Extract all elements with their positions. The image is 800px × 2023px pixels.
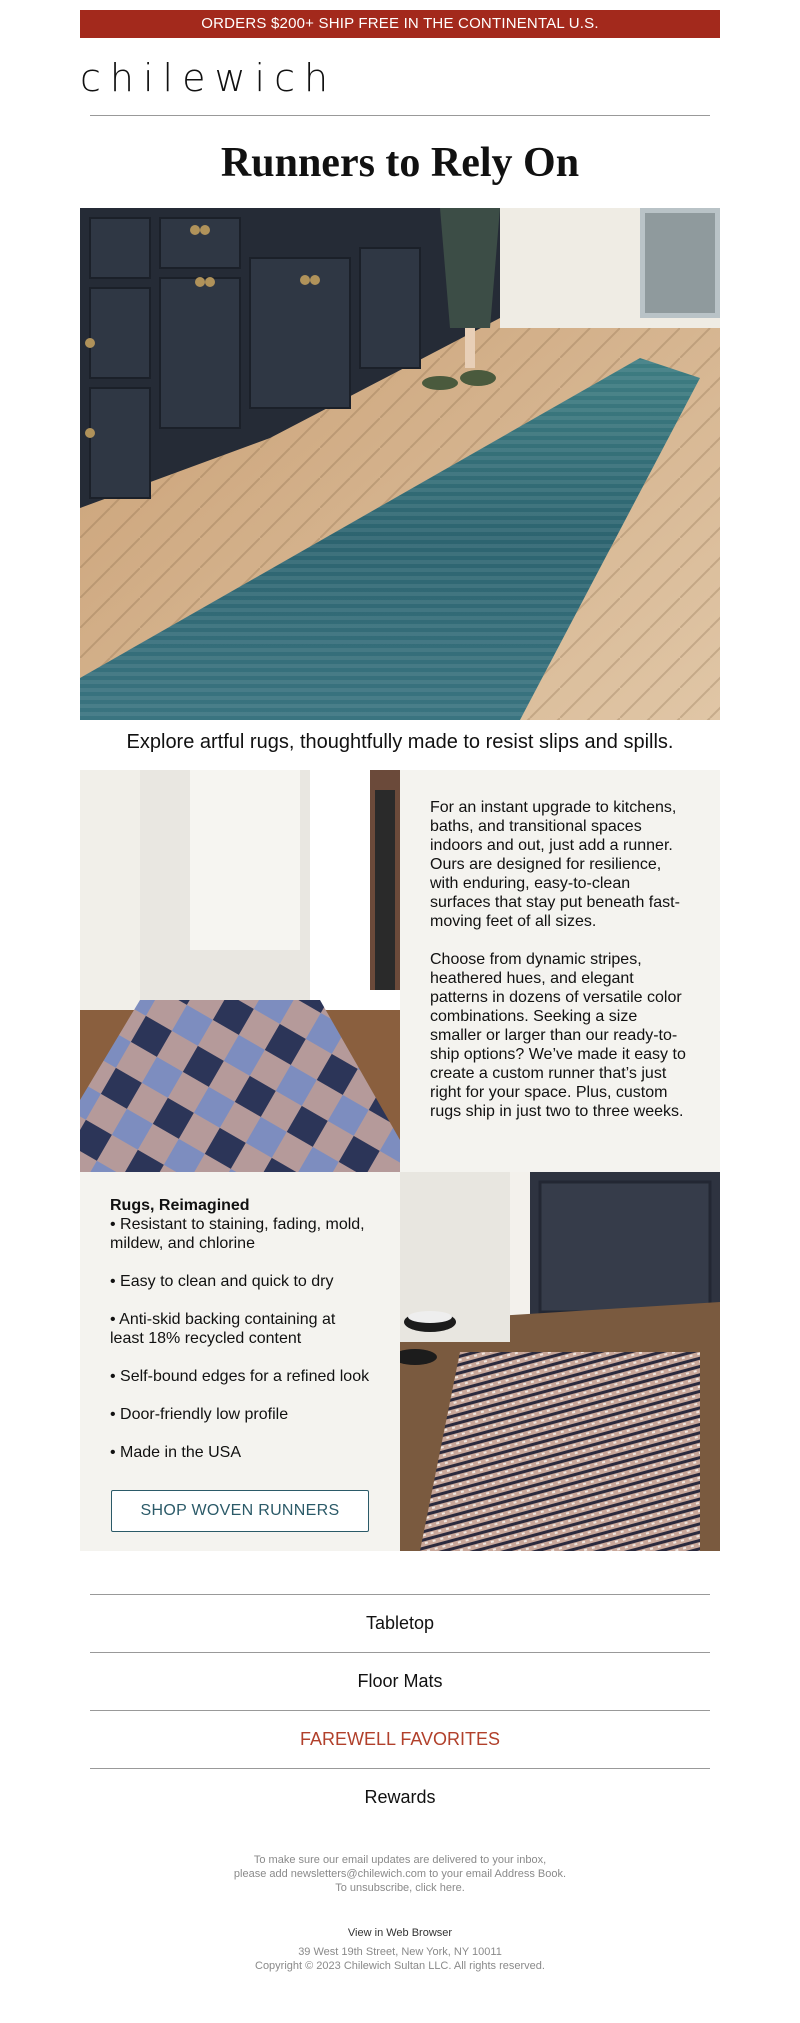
feature-bullet: • Anti-skid backing containing at least 18% recycled content (110, 1311, 336, 1347)
features-panel (80, 1172, 400, 1551)
view-in-browser-link[interactable]: View in Web Browser (347, 1927, 453, 1939)
header-divider (90, 115, 710, 116)
shop-woven-runners-button[interactable]: SHOP WOVEN RUNNERS (111, 1490, 369, 1532)
nav-item-rewards[interactable]: Rewards (90, 1768, 710, 1826)
hero-subtitle: Explore artful rugs, thoughtfully made to resist slips and spills. (126, 731, 674, 753)
hallway-runner-illustration (80, 770, 400, 1172)
nav-item-farewell-favorites[interactable]: FAREWELL FAVORITES (90, 1710, 710, 1768)
doorway-runner-illustration (400, 1172, 720, 1551)
brand-logo[interactable]: chilewich (80, 56, 338, 100)
promo-banner[interactable]: ORDERS $200+ SHIP FREE IN THE CONTINENTAL U.S. (80, 10, 720, 38)
unsubscribe-link[interactable]: To unsubscribe, click here. (335, 1882, 465, 1894)
intro-paragraph-1: For an instant upgrade to kitchens, baths, and transitional spaces indoors and out, just add a runner. Ours are designed for resilience, with enduring, easy-to-clean surfaces that stay put beneath fast-moving feet of all sizes. (430, 799, 680, 930)
hallway-runner-image[interactable] (80, 770, 400, 1172)
nav-item-tabletop[interactable]: Tabletop (90, 1594, 710, 1652)
nav-item-floor-mats[interactable]: Floor Mats (90, 1652, 710, 1710)
doorway-runner-image[interactable] (400, 1172, 720, 1551)
copyright: Copyright © 2023 Chilewich Sultan LLC. All rights reserved. (255, 1960, 545, 1972)
page-title: Runners to Rely On (220, 140, 580, 186)
feature-bullet: • Resistant to staining, fading, mold, mildew, and chlorine (110, 1216, 365, 1252)
intro-panel (400, 770, 720, 1172)
hero-image[interactable] (80, 208, 720, 720)
feature-bullet: • Made in the USA (110, 1444, 241, 1461)
footer-legal (80, 1945, 720, 1973)
footer-notice (80, 1853, 720, 1895)
intro-paragraph-2: Choose from dynamic stripes, heathered hues, and elegant patterns in dozens of versatile color combinations. Seeking a size smaller or larger than our ready-to-ship options? We’ve made it easy to create a custom runner that’s just right for your space. Plus, custom rugs ship in just two to three weeks. (430, 951, 686, 1120)
feature-bullet: • Self-bound edges for a refined look (110, 1368, 370, 1385)
features-title: Rugs, Reimagined (110, 1197, 250, 1214)
hero-image-illustration (80, 208, 720, 720)
feature-bullet: • Easy to clean and quick to dry (110, 1273, 334, 1290)
footer-line: To make sure our email updates are delivered to your inbox, (253, 1854, 547, 1866)
footer-line: please add newsletters@chilewich.com to your email Address Book. (233, 1868, 567, 1880)
feature-bullet: • Door-friendly low profile (110, 1406, 289, 1423)
company-address: 39 West 19th Street, New York, NY 10011 (298, 1946, 502, 1958)
